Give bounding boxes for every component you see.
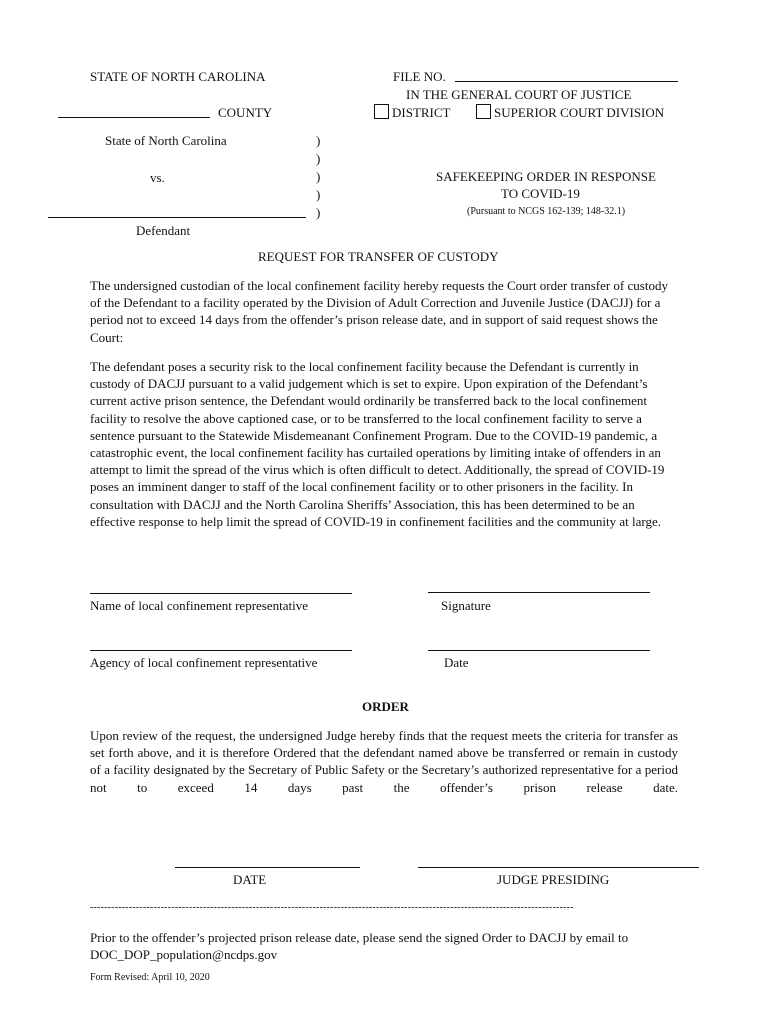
- district-label: DISTRICT: [392, 105, 451, 120]
- district-checkbox[interactable]: [374, 104, 389, 119]
- county-label: COUNTY: [218, 105, 273, 120]
- order-heading: ORDER: [362, 699, 409, 714]
- agency-field[interactable]: [90, 650, 352, 651]
- file-no-field[interactable]: [455, 81, 678, 82]
- plaintiff-label: State of North Carolina: [105, 133, 227, 148]
- caption-paren: ): [316, 169, 321, 184]
- order-title-line2: TO COVID-19: [501, 186, 580, 201]
- judge-label: JUDGE PRESIDING: [497, 872, 610, 887]
- order-date-field[interactable]: [175, 867, 360, 868]
- statute-reference: (Pursuant to NCGS 162-139; 148-32.1): [467, 206, 626, 217]
- order-paragraph: [90, 727, 678, 796]
- superior-checkbox[interactable]: [476, 104, 491, 119]
- signature-label: Signature: [441, 598, 491, 613]
- caption-paren: ): [316, 205, 321, 220]
- order-title-line1: SAFEKEEPING ORDER IN RESPONSE: [436, 169, 656, 184]
- request-paragraph-2: The defendant poses a security risk to the local confinement facility because the Defendant is currently in custody of DACJJ pursuant to a valid judgement which is set to expire. Upon expiration of the Defendant’s current active prison sentence, the Defendant would ordinarily be transferred back to the local confinement facility to resolve the above captioned case, or to be transferred to the local confinement facility to serve a sentence pursuant to the Statewide Misdemeanant Confinement Program. Due to the COVID-19 pandemic, a catastrophic event, the local confinement facility has curtailed operations by limiting intake of offenders in an attempt to limit the spread of the virus which is often difficult to detect. Additionally, the spread of COVID-19 poses an imminent danger to staff of the local confinement facility or to other prisoners in the facility. In consultation with DACJJ and the North Carolina Sheriffs’ Association, this has been determined to be an effective response to help limit the spread of COVID-19 in confinement facilities and the community at large.: [90, 359, 665, 529]
- file-no-label: FILE NO.: [393, 69, 446, 84]
- caption-paren: ): [316, 133, 321, 148]
- defendant-label: Defendant: [136, 223, 191, 238]
- rep-name-field[interactable]: [90, 593, 352, 594]
- form-revised: Form Revised: April 10, 2020: [90, 972, 210, 983]
- order-text: Upon review of the request, the undersigned Judge hereby finds that the request meets the criteria for transfer as set forth above, and it is therefore Ordered that the defendant named above be transferred or remain in custody of a facility designated by the Secretary of Public Safety or the Secretary’s authorized representative for a period not to exceed 14 days past the offender’s prison release date.: [90, 728, 678, 795]
- county-field[interactable]: [58, 117, 210, 118]
- request-heading: REQUEST FOR TRANSFER OF CUSTODY: [258, 249, 499, 264]
- signature-field[interactable]: [428, 592, 650, 593]
- superior-label: SUPERIOR COURT DIVISION: [494, 105, 665, 120]
- order-date-label: DATE: [233, 872, 267, 887]
- caption-paren: ): [316, 187, 321, 202]
- date-label: Date: [444, 655, 469, 670]
- footer-note: Prior to the offender’s projected prison release date, please send the signed Order to DACJJ by email to DOC_DOP_population@ncdps.gov: [90, 930, 629, 963]
- rep-name-label: Name of local confinement representative: [90, 598, 309, 613]
- defendant-field[interactable]: [48, 217, 306, 218]
- court-label: IN THE GENERAL COURT OF JUSTICE: [406, 87, 632, 102]
- request-paragraph-1: The undersigned custodian of the local confinement facility hereby requests the Court order transfer of custody of the Defendant to a facility operated by the Division of Adult Correction and Juvenile Justice (DACJJ) for a period not to exceed 14 days from the offender’s prison release date, and in support of said request shows the Court:: [90, 278, 668, 345]
- agency-label: Agency of local confinement representative: [90, 655, 318, 670]
- cut-line: -----------------------------------------------------------------------------------------------------------------------------------------: [90, 902, 574, 913]
- caption-paren: ): [316, 151, 321, 166]
- vs-label: vs.: [150, 170, 165, 185]
- state-label: STATE OF NORTH CAROLINA: [90, 69, 266, 84]
- judge-signature-field[interactable]: [418, 867, 699, 868]
- date-field[interactable]: [428, 650, 650, 651]
